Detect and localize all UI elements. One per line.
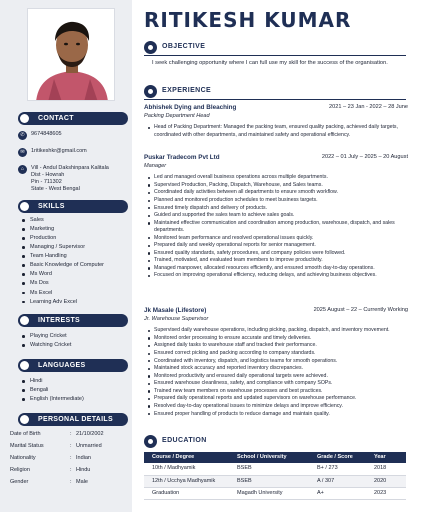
profile-photo — [27, 8, 115, 101]
job-duties — [144, 174, 408, 280]
list-item: Ms Excel — [28, 290, 128, 297]
list-item: Monitored productivity and ensured daily operational targets were achieved. — [154, 373, 408, 380]
languages-list — [18, 378, 128, 403]
job-dates: 2022 – 01 July – 2025 – 20 August — [321, 154, 408, 160]
skills-list — [18, 217, 128, 305]
experience-heading: EXPERIENCE — [144, 85, 406, 98]
list-item: Managed manpower, allocated resources efficiently, and ensured smooth day-to-day operations. — [154, 265, 408, 272]
list-item: Monitored order processing to ensure accurate and timely deliveries. — [154, 335, 408, 342]
location-icon: ⌂ — [18, 165, 27, 174]
list-item: Led and managed overall business operations across multiple departments. — [154, 174, 408, 181]
column-header: School / University — [229, 452, 309, 463]
objective-icon — [144, 41, 157, 54]
job-entry — [144, 307, 408, 418]
list-item: Prepared daily and weekly operational reports for senior management. — [154, 242, 408, 249]
list-item: Ensured quality standards, safety procedures, and company policies were followed. — [154, 250, 408, 257]
personal-details-heading: PERSONAL DETAILS — [18, 413, 128, 426]
table-cell: 2023 — [366, 487, 406, 499]
contact-phone-row — [18, 131, 128, 140]
table-row — [144, 475, 406, 487]
table-cell: Graduation — [144, 487, 229, 499]
list-item: Ms Dos — [28, 280, 128, 287]
briefcase-icon — [144, 85, 157, 98]
job-role: Jr. Warehouse Supervisor — [144, 316, 209, 323]
languages-section — [18, 358, 128, 405]
list-item: Team Handling — [28, 253, 128, 260]
list-item: Guided and supported the sales team to achieve sales goals. — [154, 212, 408, 219]
skills-heading: SKILLS — [18, 200, 128, 213]
table-cell: 2020 — [366, 475, 406, 487]
list-item: Production — [28, 235, 128, 242]
personal-row: Gender : Male — [10, 479, 88, 486]
interests-list — [18, 333, 128, 349]
candidate-name: RITIKESH KUMAR — [144, 8, 352, 32]
divider — [144, 99, 406, 100]
contact-heading: CONTACT — [18, 112, 128, 125]
table-cell: A / 307 — [309, 475, 366, 487]
column-header: Course / Degree — [144, 452, 229, 463]
job-company: Abhishek Dying and Bleaching — [144, 104, 237, 111]
phone-icon: ✆ — [18, 131, 27, 140]
interests-section — [18, 313, 128, 351]
list-item: Learning Adv Excel — [28, 299, 128, 306]
list-item: Playing Cricket — [28, 333, 128, 340]
table-cell: Magadh University — [229, 487, 309, 499]
table-cell: BSEB — [229, 463, 309, 475]
table-cell: BSEB — [229, 475, 309, 487]
list-item: Coordinated with inventory, dispatch, and logistics teams for smooth operations. — [154, 358, 408, 365]
list-item: Trained, motivated, and evaluated team members to improve productivity. — [154, 257, 408, 264]
contact-address: Vill - Andul Dakshinpara Kalitala Dist - Howrah Pin - 711302 State - West Bengal — [31, 165, 109, 193]
skills-icon — [20, 202, 29, 211]
list-item: Head of Packing Department: Managed the packing team, ensured quality packing, achieved daily targets, coordinated with other departments, and maintained safety and operational efficiency. — [154, 124, 408, 139]
personal-row: Date of Birth : 21/10/2002 — [10, 431, 104, 437]
job-role: Packing Department Head — [144, 113, 210, 120]
list-item: Sales — [28, 217, 128, 224]
list-item: Bengali — [28, 387, 128, 394]
contact-email: 1ritikeshkr@gmail.com — [31, 148, 87, 154]
personal-row: Religion : Hindu — [10, 467, 91, 474]
education-table — [144, 452, 406, 500]
table-cell: A+ — [309, 487, 366, 499]
sidebar — [0, 0, 132, 512]
table-row — [144, 463, 406, 475]
list-item: Maintained stock accuracy and reported inventory discrepancies. — [154, 365, 408, 372]
languages-icon — [20, 361, 29, 370]
job-role: Manager — [144, 163, 167, 170]
list-item: Ensured timely dispatch and delivery of products. — [154, 205, 408, 212]
table-header-row — [144, 452, 406, 463]
list-item: Managing / Supervisor — [28, 244, 128, 251]
contact-icon — [20, 114, 29, 123]
list-item: Basic Knowledge of Computer — [28, 262, 128, 269]
list-item: Focused on improving operational efficiency, reducing delays, and achieving business objectives. — [154, 272, 408, 279]
profile-photo-graphic — [28, 9, 115, 101]
interests-heading: INTERESTS — [18, 314, 128, 327]
skills-section — [18, 199, 128, 308]
table-cell: B+ / 273 — [309, 463, 366, 475]
job-duties — [144, 327, 408, 418]
job-dates: 2025 August – 22 – Currently Working — [313, 307, 408, 313]
list-item: Resolved day-to-day operational issues to minimize delays and improve efficiency. — [154, 403, 408, 410]
list-item: Trained new team members on warehouse processes and best practices. — [154, 388, 408, 395]
list-item: Coordinated daily activities between all departments to ensure smooth workflow. — [154, 189, 408, 196]
person-icon — [20, 415, 29, 424]
contact-email-row — [18, 148, 128, 157]
job-entry — [144, 104, 408, 139]
list-item: Maintained effective communication and coordination among production, warehouse, dispatch, and sales departments. — [154, 220, 408, 235]
list-item: Monitored team performance and resolved operational issues quickly. — [154, 235, 408, 242]
list-item: Marketing — [28, 226, 128, 233]
table-cell: 12th / Ucchya Madhyamik — [144, 475, 229, 487]
list-item: Prepared daily operational reports and updated supervisors on warehouse performance. — [154, 395, 408, 402]
personal-row: Nationality : Indian — [10, 455, 91, 462]
contact-phone: 9674848605 — [31, 131, 62, 137]
education-heading: EDUCATION — [144, 435, 406, 448]
objective-heading: OBJECTIVE — [144, 41, 406, 54]
job-company: Jk Masale (Lifestore) — [144, 307, 207, 314]
languages-heading: LANGUAGES — [18, 359, 128, 372]
email-icon: ✉ — [18, 148, 27, 157]
job-dates: 2021 – 23 Jan - 2022 – 28 June — [329, 104, 408, 110]
personal-details-section — [10, 412, 128, 491]
list-item: Ensured warehouse cleanliness, safety, and compliance with company SOPs. — [154, 380, 408, 387]
table-row — [144, 487, 406, 499]
job-duties — [144, 124, 408, 139]
objective-text: I seek challenging opportunity where I can full use my skill for the success of the organisation. — [152, 60, 388, 66]
divider — [144, 55, 406, 56]
main-content — [144, 0, 424, 512]
column-header: Grade / Score — [309, 452, 366, 463]
personal-details-table — [10, 431, 128, 486]
list-item: Ms Word — [28, 271, 128, 278]
list-item: Planned and monitored production schedules to meet business targets. — [154, 197, 408, 204]
list-item: Supervised Production, Packing, Dispatch, Warehouse, and Sales teams. — [154, 182, 408, 189]
graduation-cap-icon — [144, 435, 157, 448]
contact-section — [18, 111, 128, 198]
interests-icon — [20, 316, 29, 325]
list-item: Hindi — [28, 378, 128, 385]
list-item: Ensured proper handling of products to reduce damage and maintain quality. — [154, 411, 408, 418]
table-cell: 2018 — [366, 463, 406, 475]
contact-address-row — [18, 165, 128, 194]
job-company: Puskar Tradecom Pvt Ltd — [144, 154, 220, 161]
column-header: Year — [366, 452, 406, 463]
job-entry — [144, 154, 408, 280]
table-cell: 10th / Madhyamik — [144, 463, 229, 475]
list-item: Watching Cricket — [28, 342, 128, 349]
list-item: Ensured correct picking and packing according to company standards. — [154, 350, 408, 357]
list-item: Assigned daily tasks to warehouse staff and tracked their performance. — [154, 342, 408, 349]
list-item: Supervised daily warehouse operations, including picking, packing, dispatch, and inventory movement. — [154, 327, 408, 334]
list-item: English (Intermediate) — [28, 396, 128, 403]
personal-row: Marital Status : Unmarried — [10, 443, 102, 450]
